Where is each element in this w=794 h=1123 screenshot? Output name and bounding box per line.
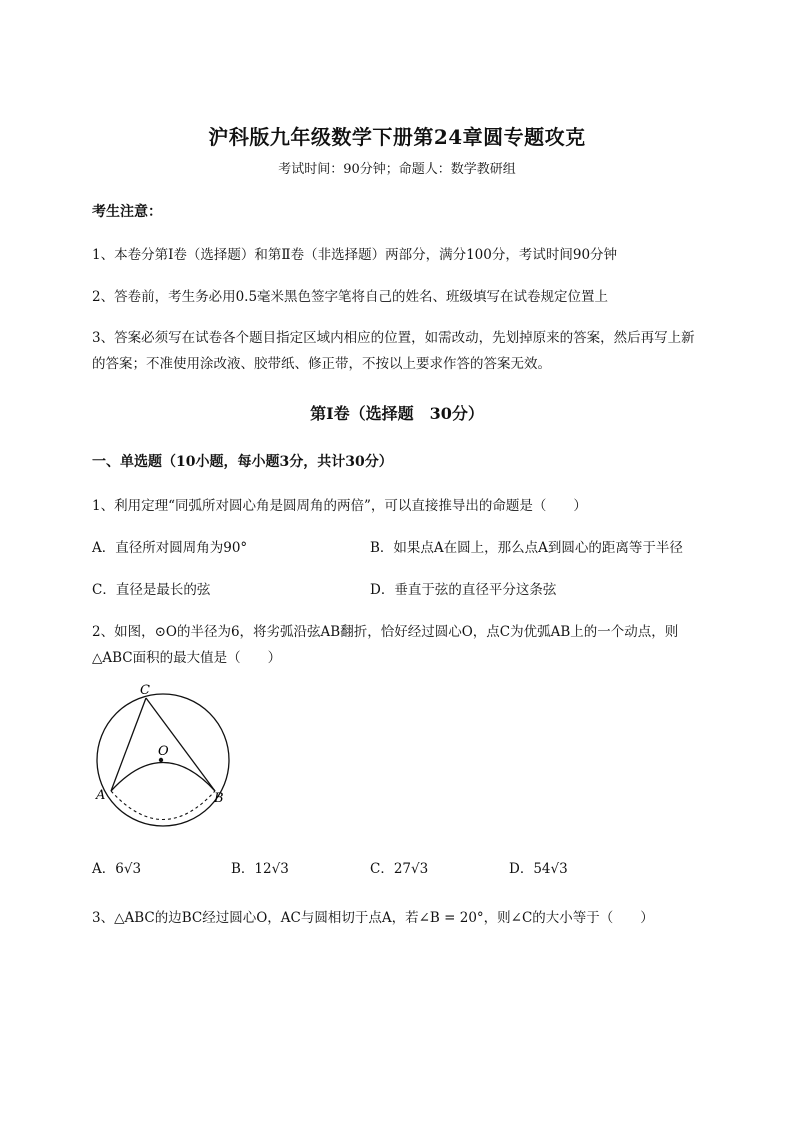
exam-info: 考试时间：90分钟；命题人：数学教研组 bbox=[278, 162, 516, 177]
question-3-stem: 3、△ABC的边BC经过圆心O，AC与圆相切于点A，若∠B = 20°，则∠C的大小等于（ ） bbox=[92, 910, 654, 926]
question-2-option-a: A．6√3 bbox=[92, 861, 142, 877]
label-a: A bbox=[96, 788, 106, 803]
label-o: O bbox=[158, 744, 169, 759]
circle-figure bbox=[88, 680, 248, 840]
question-1-option-b: B．如果点A在圆上，那么点A到圆心的距离等于半径 bbox=[370, 540, 683, 556]
notice-item-3-continued: 的答案；不准使用涂改液、胶带纸、修正带，不按以上要求作答的答案无效。 bbox=[92, 356, 551, 372]
page-title: 沪科版九年级数学下册第24章圆专题攻克 bbox=[208, 125, 586, 149]
question-2-stem-continued: △ABC面积的最大值是（ ） bbox=[92, 650, 282, 666]
label-c: C bbox=[140, 683, 150, 698]
label-b: B bbox=[214, 791, 224, 806]
notice-item-1: 1、本卷分第I卷（选择题）和第Ⅱ卷（非选择题）两部分，满分100分，考试时间90分钟 bbox=[92, 247, 618, 263]
question-2-option-d: D．54√3 bbox=[509, 861, 568, 877]
segment-ac bbox=[111, 698, 146, 791]
notice-item-3: 3、答案必须写在试卷各个题目指定区域内相应的位置，如需改动，先划掉原来的答案，然后再写上新 bbox=[92, 330, 695, 346]
folded-arc bbox=[111, 763, 215, 792]
question-group-heading: 一、单选题（10小题，每小题3分，共计30分） bbox=[92, 454, 393, 470]
segment-cb bbox=[146, 698, 215, 791]
question-1-option-a: A．直径所对圆周角为90° bbox=[92, 540, 248, 556]
section-title: 第I卷（选择题 30分） bbox=[310, 404, 484, 423]
question-1-option-d: D．垂直于弦的直径平分这条弦 bbox=[370, 582, 557, 598]
question-2-option-c: C．27√3 bbox=[370, 861, 429, 877]
question-1-option-c: C．直径是最长的弦 bbox=[92, 582, 211, 598]
question-2-option-b: B．12√3 bbox=[231, 861, 289, 877]
notice-item-2: 2、答卷前，考生务必用0.5毫米黑色签字笔将自己的姓名、班级填写在试卷规定位置上 bbox=[92, 289, 609, 305]
question-1-stem: 1、利用定理“同弧所对圆心角是圆周角的两倍”，可以直接推导出的命题是（ ） bbox=[92, 498, 587, 514]
notice-heading: 考生注意： bbox=[92, 204, 162, 220]
question-2-stem: 2、如图，⊙O的半径为6，将劣弧沿弦AB翻折，恰好经过圆心O，点C为优弧AB上的一个动点，则 bbox=[92, 624, 679, 640]
